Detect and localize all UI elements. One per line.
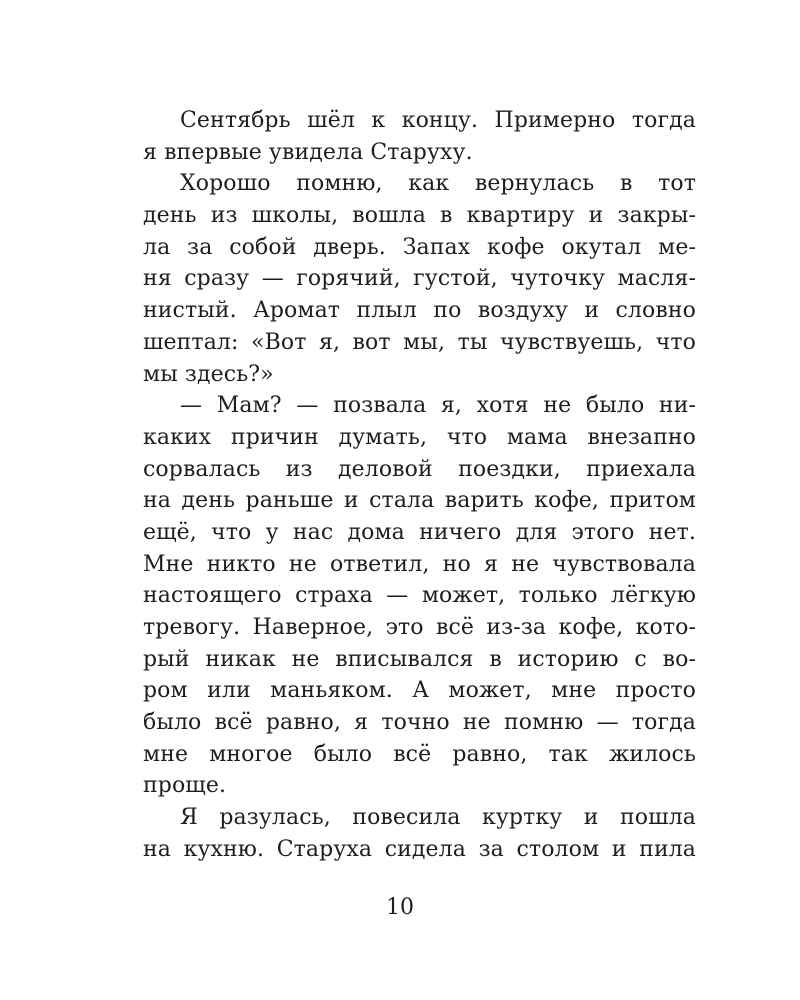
text-line: было всё равно, я точно не помню — тогда <box>143 710 696 736</box>
text-line: рый никак не вписывался в историю с во- <box>143 646 696 672</box>
text-line: Сентябрь шёл к концу. Примерно тогда <box>180 108 696 133</box>
text-line: проще. <box>143 773 227 799</box>
text-line: Мне никто не ответил, но я не чувствовала <box>143 551 696 577</box>
text-line: ня сразу — горячий, густой, чуточку масля- <box>143 266 696 292</box>
body-text <box>143 105 696 866</box>
text-line: мне многое было всё равно, так жилось <box>143 741 696 767</box>
text-line: настоящего страха — может, только лёгкую <box>143 583 696 609</box>
text-line: сорвалась из деловой поездки, приехала <box>143 456 696 482</box>
text-line: Хорошо помню, как вернулась в тот <box>180 171 696 197</box>
text-line: Я разулась, повесила куртку и пошла <box>180 805 696 831</box>
text-line: шептал: «Вот я, вот мы, ты чувствуешь, что <box>143 329 696 355</box>
text-line: ла за собой дверь. Запах кофе окутал ме- <box>143 234 696 260</box>
text-line: день из школы, вошла в квартиру и закры- <box>143 203 696 229</box>
text-line: на день раньше и стала варить кофе, притом <box>143 488 696 514</box>
text-line: ром или маньяком. А может, мне просто <box>143 678 696 704</box>
text-line: каких причин думать, что мама внезапно <box>143 424 696 450</box>
text-line: на кухню. Старуха сидела за столом и пила <box>143 836 696 862</box>
text-line: — Мам? — позвала я, хотя не было ни- <box>180 393 696 419</box>
text-line: нистый. Аромат плыл по воздуху и словно <box>143 298 696 324</box>
text-line: тревогу. Наверное, это всё из-за кофе, кото- <box>143 615 696 640</box>
text-line: я впервые увидела Старуху. <box>143 139 473 165</box>
text-line: мы здесь?» <box>143 361 274 387</box>
text-line: ещё, что у нас дома ничего для этого нет. <box>143 519 696 545</box>
page-number: 10 <box>386 895 414 920</box>
